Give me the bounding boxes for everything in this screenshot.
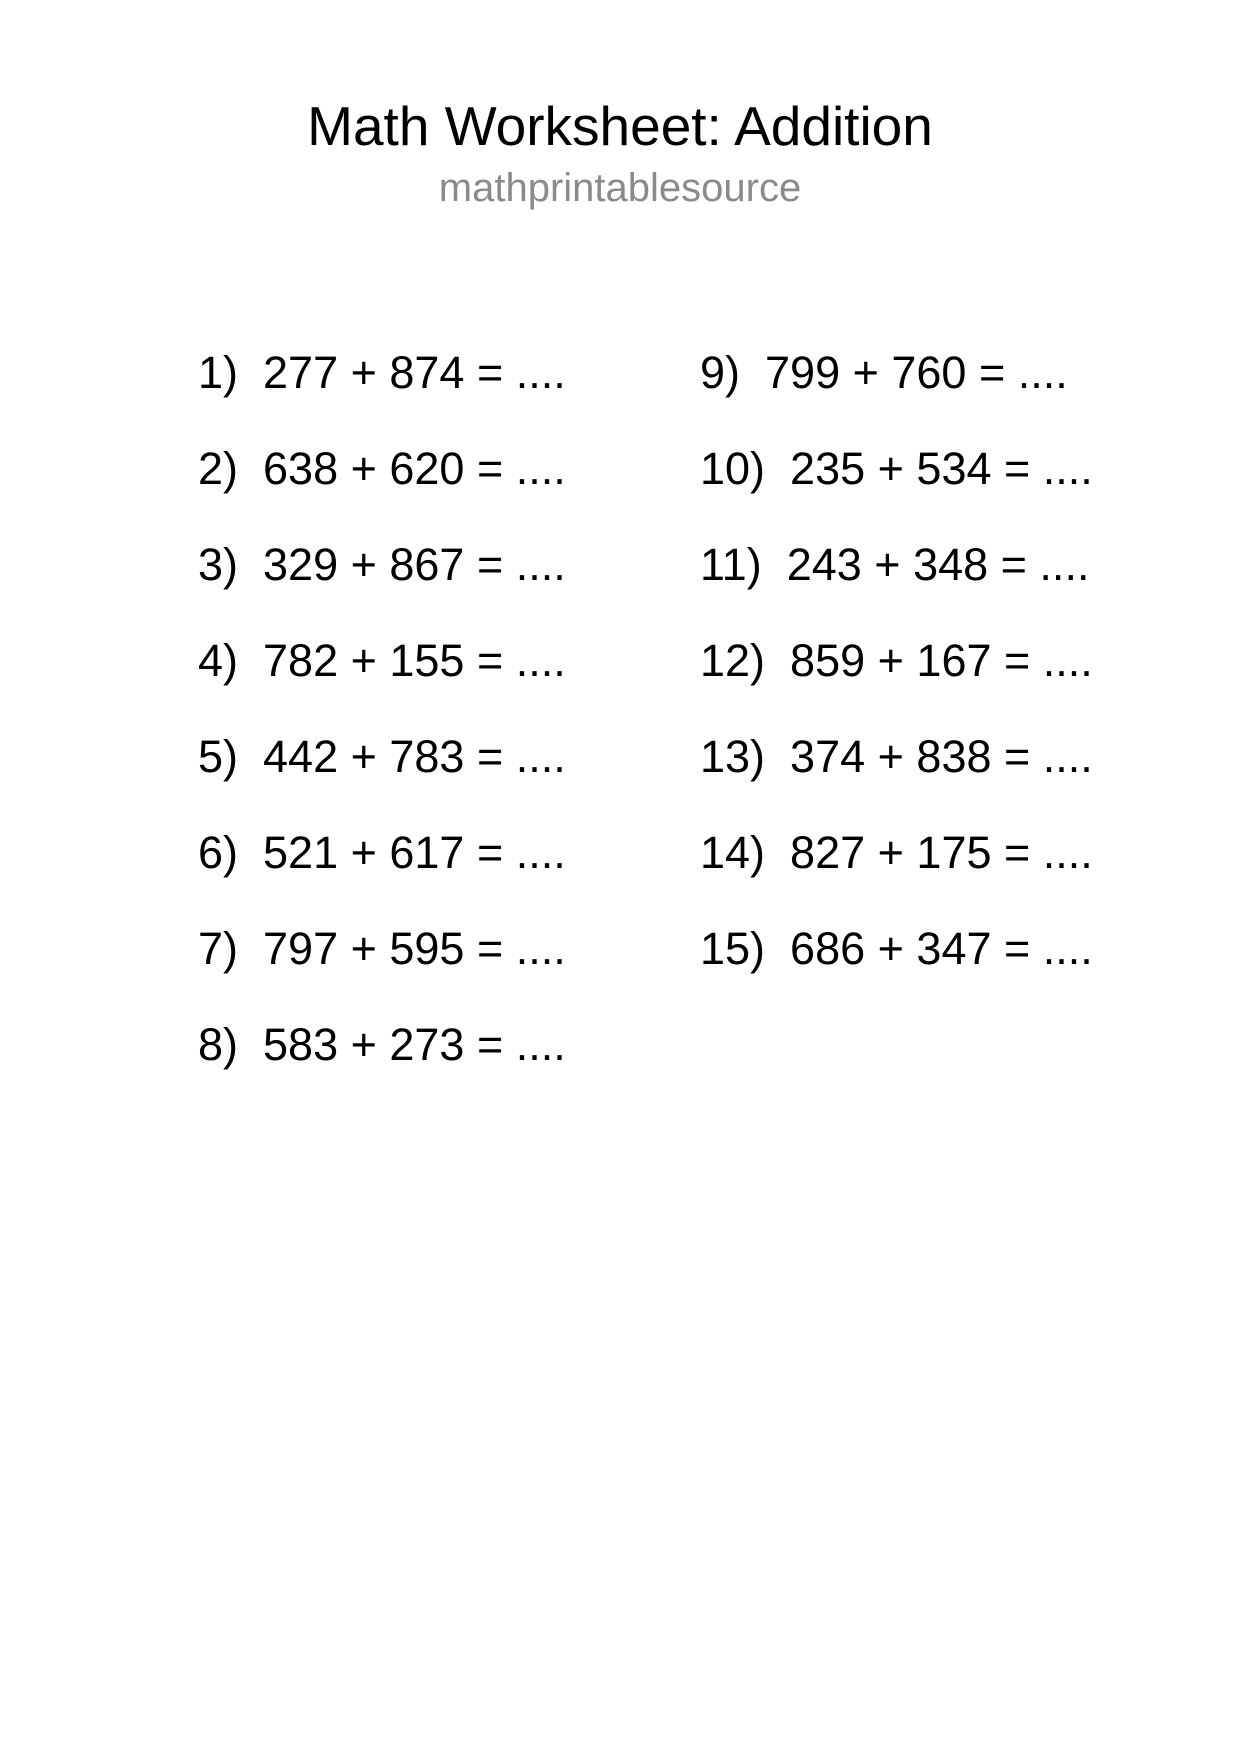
problem-row <box>198 516 566 612</box>
worksheet-source: mathprintablesource <box>438 166 802 211</box>
problem-row <box>198 420 566 516</box>
problem-row <box>700 324 1093 420</box>
problem-number: 14) <box>700 826 766 878</box>
worksheet-header <box>0 0 1240 210</box>
problem-expression: 329 + 867 = .... <box>263 538 566 590</box>
problem-row <box>198 708 566 804</box>
problem-expression: 638 + 620 = .... <box>263 442 566 494</box>
problem-row <box>700 516 1093 612</box>
problem-number: 1) <box>198 346 239 398</box>
problem-expression: 521 + 617 = .... <box>263 826 566 878</box>
problem-number: 7) <box>198 922 239 974</box>
problem-number: 15) <box>700 922 766 974</box>
problem-column-left <box>198 324 566 1092</box>
problem-row <box>700 900 1093 996</box>
problem-number: 9) <box>700 346 741 398</box>
problem-expression: 827 + 175 = .... <box>790 826 1093 878</box>
problem-row <box>700 612 1093 708</box>
problem-row <box>198 900 566 996</box>
problem-number: 8) <box>198 1018 239 1070</box>
problem-expression: 686 + 347 = .... <box>790 922 1093 974</box>
problem-number: 10) <box>700 442 766 494</box>
problem-number: 4) <box>198 634 239 686</box>
problem-number: 2) <box>198 442 239 494</box>
problem-row <box>198 996 566 1092</box>
problem-expression: 374 + 838 = .... <box>790 730 1093 782</box>
problem-number: 5) <box>198 730 239 782</box>
problem-number: 13) <box>700 730 766 782</box>
problem-row <box>198 612 566 708</box>
problem-row <box>198 324 566 420</box>
worksheet-title: Math Worksheet: Addition <box>307 95 933 157</box>
problem-expression: 859 + 167 = .... <box>790 634 1093 686</box>
problem-expression: 277 + 874 = .... <box>263 346 566 398</box>
problem-expression: 782 + 155 = .... <box>263 634 566 686</box>
problem-expression: 797 + 595 = .... <box>263 922 566 974</box>
problem-row <box>198 804 566 900</box>
problem-expression: 442 + 783 = .... <box>263 730 566 782</box>
problem-number: 6) <box>198 826 239 878</box>
problem-row <box>700 804 1093 900</box>
problem-row <box>700 708 1093 804</box>
problem-column-right <box>700 324 1093 996</box>
problem-expression: 243 + 348 = .... <box>786 538 1090 590</box>
problem-row <box>700 420 1093 516</box>
problem-expression: 799 + 760 = .... <box>765 346 1068 398</box>
problem-expression: 235 + 534 = .... <box>790 442 1093 494</box>
problem-number: 11) <box>700 538 762 590</box>
problem-expression: 583 + 273 = .... <box>263 1018 566 1070</box>
problem-number: 3) <box>198 538 239 590</box>
problem-number: 12) <box>700 634 766 686</box>
